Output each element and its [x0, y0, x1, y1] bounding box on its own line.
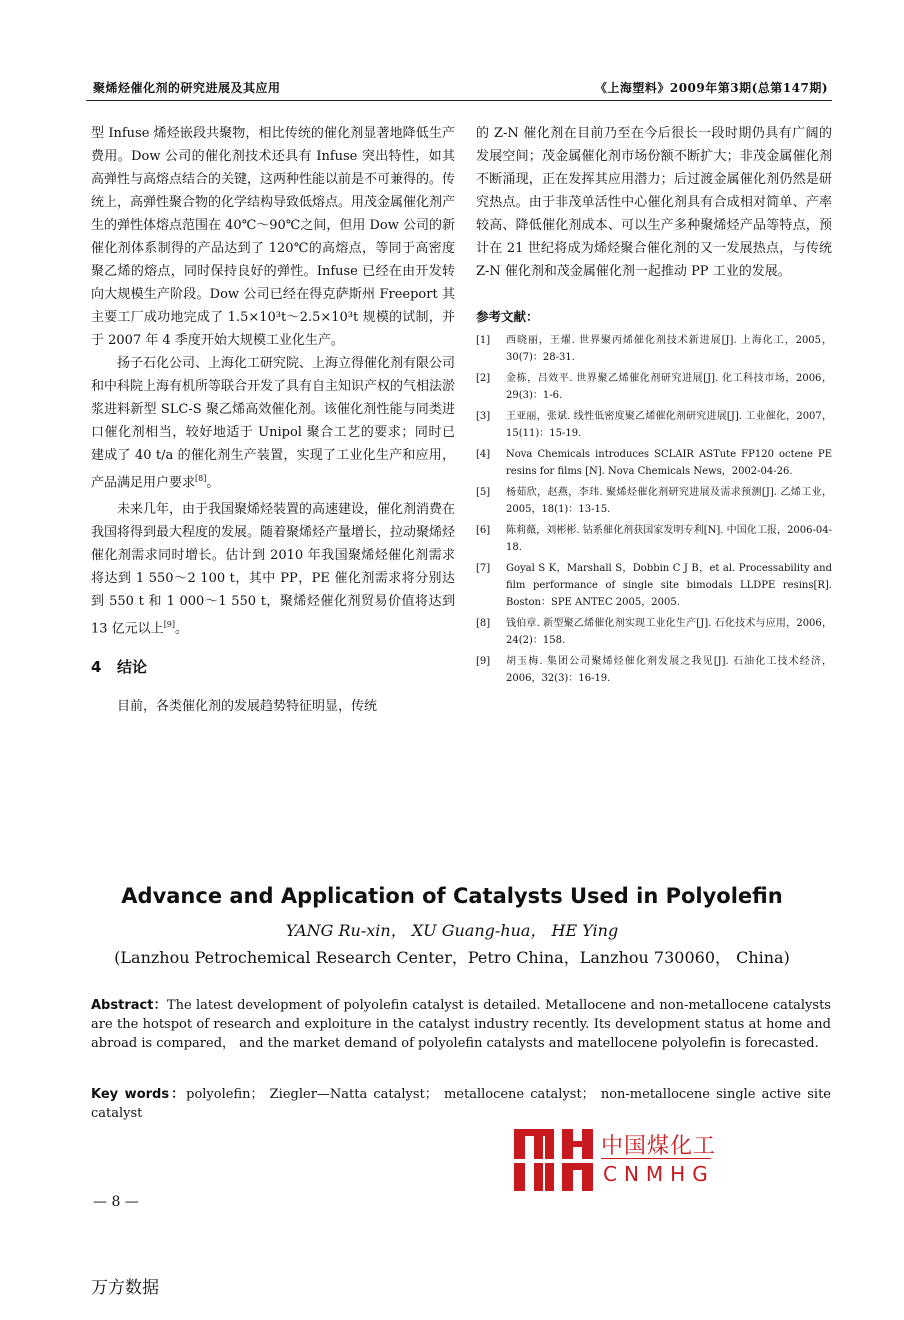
paragraph: 未来几年，由于我国聚烯烃装置的高速建设，催化剂消费在我国将得到最大程度的发展。随着聚烯烃产量增长，拉动聚烯烃催化剂需求同时增长。估计到 2010 年我国聚烯烃催化剂需求将达到 1 550～2 100 t，其中 PP，PE 催化剂需求将分别达到 550 t 和 1 000～1 550 t，聚烯烃催化剂贸易价值将达到 13 亿元以上[9]。 — [91, 502, 456, 637]
right-column — [476, 122, 832, 691]
section-heading — [91, 656, 455, 679]
paragraph: 型 Infuse 烯烃嵌段共聚物，相比传统的催化剂显著地降低生产费用。Dow 公司的催化剂技术还具有 Infuse 突出特性，如其高弹性与高熔点结合的关键，这两种性能以前是不可兼得的。传统上，高弹性聚合物的化学结构导致低熔点。用茂金属催化剂产生的弹性体熔点范围在 40℃～90℃之间，但用 Dow 公司的新催化剂体系制得的产品达到了 120℃的高熔点，等同于高密度聚乙烯的熔点，同时保持良好的弹性。Infuse 已经在由开发转向大规模生产阶段。Dow 公司已经在得克萨斯州 Freeport 其主要工厂成功地完成了 1.5×10³t～2.5×10³t 规模的试制，并于 2007 年 4 季度开始大规模工业化生产。 — [91, 126, 456, 348]
reference-item: [7] Goyal S K，Marshall S，Dobbin C J B，et al. Processability and film performance of single site bimodals LLDPE resins[R]. Boston：SPE ANTEC 2005，2005. — [476, 563, 832, 608]
keywords-label: Key words： — [91, 1087, 187, 1102]
english-abstract: Abstract：The latest development of polyolefin catalyst is detailed. Metallocene and non-metallocene catalysts are the hotspot of research and exploiture in the catalyst industry recently. Its development status at home and abroad is compared， and the market demand of polyolefin catalysts and matellocene polyolefin is forecasted. — [91, 998, 831, 1051]
cnmhg-logo — [514, 1129, 728, 1191]
running-header-right: 《上海塑料》2009年第3期(总第147期) — [594, 81, 828, 95]
reference-item: [1] 西晓丽，王燿. 世界聚丙烯催化剂技术新进展[J]. 上海化工，2005，30(7)：28-31. — [476, 335, 832, 363]
reference-item: [6] 陈莉薇，刘彬彬. 钴系催化剂获国家发明专利[N]. 中国化工报，2006-04-18. — [476, 525, 832, 553]
english-title: Advance and Application of Catalysts Used in Polyolefin — [121, 884, 783, 908]
header-rule — [86, 100, 832, 101]
running-header-left: 聚烯烃催化剂的研究进展及其应用 — [93, 81, 281, 95]
reference-item: [9] 胡玉梅. 集团公司聚烯烃催化剂发展之我见[J]. 石油化工技术经济，2006，32(3)：16-19. — [476, 656, 832, 684]
watermark: 万方数据 — [91, 1278, 159, 1298]
reference-item: [8] 钱伯章. 新型聚乙烯催化剂实现工业化生产[J]. 石化技术与应用，2006，24(2)：158. — [476, 618, 832, 646]
paragraph: 目前，各类催化剂的发展趋势特征明显，传统 — [117, 698, 378, 714]
logo-text-en: CNMHG — [603, 1162, 715, 1186]
paragraph: 扬子石化公司、上海化工研究院、上海立得催化剂有限公司和中科院上海有机所等联合开发了具有自主知识产权的气相法淤浆进料新型 SLC-S 聚乙烯高效催化剂。该催化剂性能与同类进口催化剂相当，较好地适于 Unipol 聚合工艺的要求；同时已建成了 40 t/a 的催化剂生产装置，实现了工业化生产和应用，产品满足用户要求[8]。 — [91, 356, 456, 491]
abstract-label: Abstract： — [91, 998, 167, 1013]
paragraph: 的 Z-N 催化剂在目前乃至在今后很长一段时期仍具有广阔的发展空间；茂金属催化剂市场份额不断扩大；非茂金属催化剂不断涌现，正在发挥其应用潜力；后过渡金属催化剂仍然是研究热点。由于非茂单活性中心催化剂具有合成相对简单、产率较高、降低催化剂成本、可以生产多种聚烯烃产品等特点，预计在 21 世纪将成为烯烃聚合催化剂的又一发展热点，与传统 Z-N 催化剂和茂金属催化剂一起推动 PP 工业的发展。 — [476, 126, 832, 279]
logo-divider — [601, 1158, 711, 1159]
references-list — [476, 332, 832, 687]
section-title: 结论 — [117, 657, 148, 676]
citation: [8] — [195, 474, 207, 483]
logo-text-cn: 中国煤化工 — [601, 1134, 717, 1159]
section-number: 4 — [91, 657, 102, 676]
citation: [9] — [163, 620, 176, 630]
english-authors: YANG Ru-xin， XU Guang-hua， HE Ying — [285, 921, 619, 940]
logo-mark-icon — [514, 1129, 604, 1191]
left-column — [91, 122, 455, 718]
english-keywords: Key words：polyolefin； Ziegler—Natta catalyst； metallocene catalyst； non-metallocene single active site catalyst — [91, 1087, 831, 1121]
reference-item: [4] Nova Chemicals introduces SCLAIR ASTute FP120 octene PE resins for films [N]. Nova Chemicals News，2002-04-26. — [476, 449, 832, 477]
reference-item: [2] 金栋，吕效平. 世界聚乙烯催化剂研究进展[J]. 化工科技市场，2006，29(3)：1-6. — [476, 373, 832, 401]
reference-item: [3] 王亚丽，张斌. 线性低密度聚乙烯催化剂研究进展[J]. 工业催化，2007，15(11)：15-19. — [476, 411, 832, 439]
english-affiliation: (Lanzhou Petrochemical Research Center，Petro China，Lanzhou 730060， China) — [114, 948, 790, 967]
page-number: — 8 — — [93, 1194, 139, 1210]
reference-item: [5] 杨茹欣，赵燕，李玮. 聚烯烃催化剂研究进展及需求预测[J]. 乙烯工业，2005，18(1)：13-15. — [476, 487, 832, 515]
references-heading: 参考文献： — [476, 309, 539, 324]
